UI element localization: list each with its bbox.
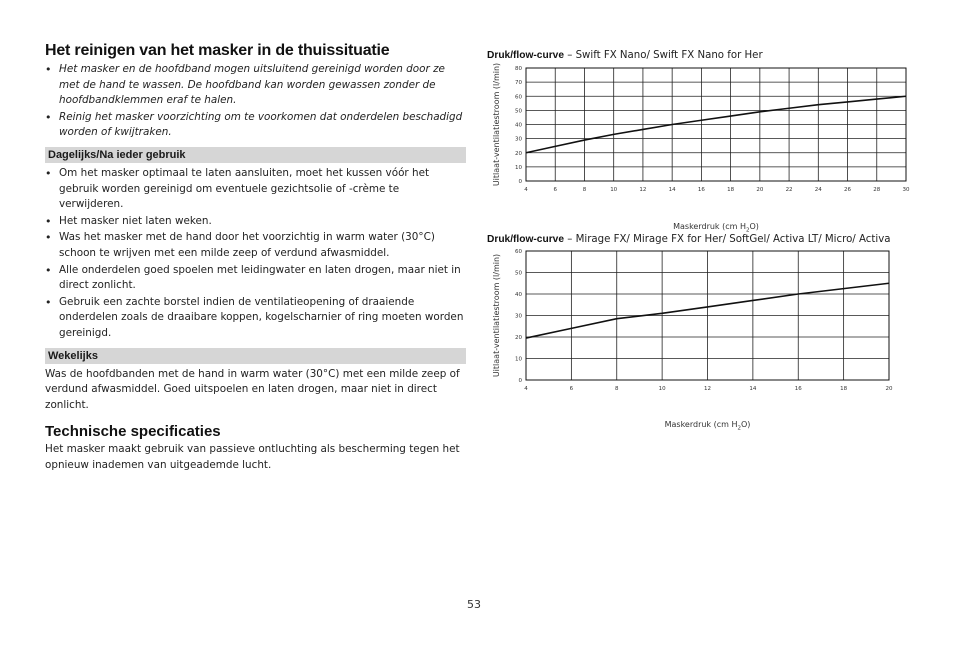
y-tick-label: 10 (515, 164, 522, 171)
x-tick-label: 26 (844, 187, 852, 193)
x-axis-label-end: O) (749, 222, 759, 231)
list-item: • Het masker en de hoofdband mogen uitsluitend gereinigd worden door ze met de hand te wassen. De hoofdband kan worden gewassen zonder de hoofdbandklemmen eraf te halen. (45, 62, 466, 109)
x-tick-label: 4 (524, 386, 528, 392)
list-item: • Gebruik een zachte borstel indien de ventilatieopening of draaiende onderdelen zoals de draaibare koppen, kogelscharnier of ring moeten worden gereinigd. (45, 295, 466, 342)
x-tick-label: 14 (668, 187, 676, 193)
x-tick-label: 6 (553, 187, 557, 193)
daily-bullet-list (45, 166, 466, 342)
y-tick-label: 60 (515, 249, 522, 255)
list-item: • Om het masker optimaal te laten aansluiten, moet het kussen vóór het gebruik worden gereinigd om eventuele gezichtsolie of -crème te verwijderen. (45, 166, 466, 213)
weekly-text: Was de hoofdbanden met de hand in warm water (30°C) met een milde zeep of verdund afwasmiddel. Goed uitspoelen en laten drogen, maar niet in direct zonlicht. (45, 367, 460, 411)
y-tick-label: 0 (518, 378, 522, 384)
tech-section-heading: Technische specificaties (45, 423, 221, 441)
y-tick-label: 70 (515, 80, 522, 87)
list-item: • Het masker niet laten weken. (45, 214, 466, 230)
list-item: • Reinig het masker voorzichting om te voorkomen dat onderdelen beschadigd worden of kwijtraken. (45, 110, 466, 141)
tech-text: Het masker maakt gebruik van passieve ontluchting als bescherming tegen het opnieuw inademen van uitgeademde lucht. (45, 443, 460, 471)
y-tick-label: 40 (515, 292, 522, 298)
x-tick-label: 22 (785, 187, 793, 193)
y-tick-label: 20 (515, 150, 522, 157)
x-axis-label-end: O) (740, 420, 751, 429)
page-title: Het reinigen van het masker in de thuissituatie (45, 42, 390, 59)
list-item: • Was het masker met de hand door het voorzichtig in warm water (30°C) schoon te wrijven met een milde zeep of verdund afwasmiddel. (45, 230, 466, 261)
y-axis-label: Uitlaat-ventilatiestroom (l/min) (492, 62, 501, 187)
x-tick-label: 20 (885, 386, 893, 392)
chart-title-bold: Druk/flow-curve (487, 50, 564, 61)
x-tick-label: 16 (794, 386, 802, 392)
chart-title (487, 234, 917, 245)
y-tick-label: 60 (515, 94, 522, 101)
x-axis-label (673, 222, 759, 234)
x-tick-label: 10 (658, 386, 666, 392)
x-tick-label: 10 (610, 187, 618, 193)
daily-section-heading: Dagelijks/Na ieder gebruik (45, 147, 466, 163)
x-axis-label-sub: 2 (737, 425, 741, 432)
x-tick-label: 12 (704, 386, 711, 392)
chart-title-bold: Druk/flow-curve (487, 234, 564, 245)
chart-title-rest: – Mirage FX/ Mirage FX for Her/ SoftGel/ Activa LT/ Micro/ Activa (564, 234, 891, 245)
chart-title (487, 50, 917, 61)
list-item: • Alle onderdelen goed spoelen met leidingwater en laten drogen, maar niet in direct zonlicht. (45, 263, 466, 294)
chart-swift-fx (487, 50, 917, 236)
chart-plot (487, 61, 917, 236)
x-tick-label: 4 (524, 187, 528, 193)
x-tick-label: 18 (840, 386, 848, 392)
x-tick-label: 14 (749, 386, 757, 392)
y-tick-label: 30 (515, 313, 522, 320)
x-tick-label: 8 (615, 386, 619, 392)
y-tick-label: 0 (518, 179, 522, 185)
x-tick-label: 24 (814, 187, 822, 193)
y-tick-label: 10 (515, 356, 522, 363)
y-axis-label: Uitlaat-ventilatiestroom (l/min) (492, 253, 501, 378)
chart-title-rest: – Swift FX Nano/ Swift FX Nano for Her (564, 50, 763, 61)
x-axis-label-main: Maskerdruk (cm H (673, 222, 746, 231)
x-tick-label: 8 (582, 187, 587, 193)
y-tick-label: 20 (515, 335, 522, 341)
y-tick-label: 50 (515, 108, 522, 115)
page-number: 53 (467, 598, 481, 611)
x-tick-label: 28 (873, 187, 881, 193)
y-tick-label: 40 (515, 122, 522, 129)
x-axis-label (665, 420, 751, 432)
y-tick-label: 80 (515, 66, 522, 72)
x-tick-label: 6 (569, 386, 574, 392)
y-tick-label: 50 (515, 270, 522, 277)
x-tick-label: 16 (697, 187, 705, 193)
x-tick-label: 18 (727, 187, 735, 193)
chart-plot (487, 245, 917, 435)
weekly-section-heading: Wekelijks (45, 348, 466, 364)
chart-mirage-fx (487, 234, 917, 435)
y-tick-label: 30 (515, 136, 522, 143)
intro-bullet-list (45, 62, 466, 141)
cleaning-instructions (45, 42, 466, 473)
x-tick-label: 20 (756, 187, 764, 193)
x-axis-label-main: Maskerdruk (cm H (664, 420, 738, 429)
x-tick-label: 12 (639, 187, 647, 193)
x-axis-label-sub: 2 (745, 227, 750, 234)
x-tick-label: 30 (902, 187, 910, 193)
